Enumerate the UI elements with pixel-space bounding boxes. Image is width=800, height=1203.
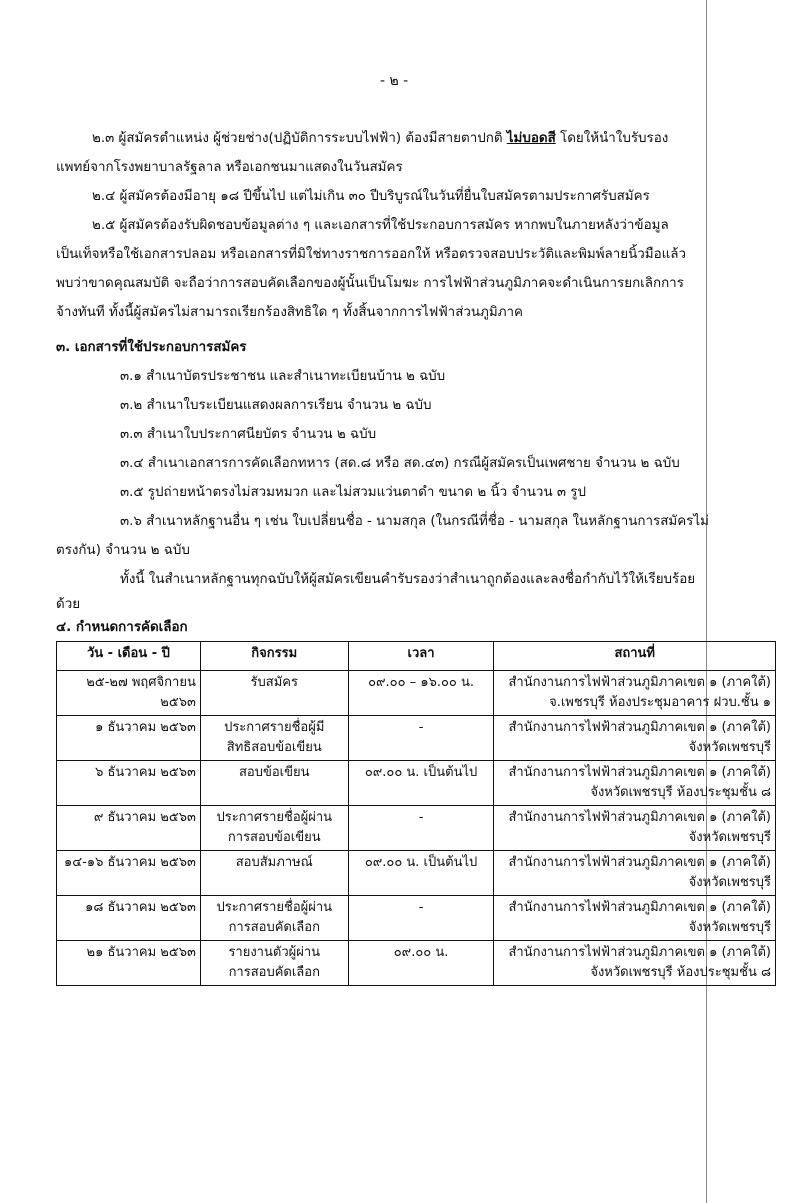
place-line: สำนักงานการไฟฟ้าส่วนภูมิภาคเขต ๑ (ภาคใต้) [508,720,771,735]
place-line: จ.เพชรบุรี ห้องประชุมอาคาร ฝวบ.ชั้น ๑ [549,695,771,710]
cell-place [494,941,776,986]
table-row [57,761,776,806]
page-number: - ๒ - [380,73,409,89]
table-row [57,896,776,941]
paragraph-2-5-line3: พบว่าขาดคุณสมบัติ จะถือว่าการสอบคัดเลือกของผู้นั้นเป็นโมฆะ การไฟฟ้าส่วนภูมิภาคจะดำเนินการยกเลิกการ [56,276,684,291]
section-3-item-4: ๓.๔ สำเนาเอกสารการคัดเลือกทหาร (สด.๘ หรือ สด.๔๓) กรณีผู้สมัครเป็นเพศชาย จำนวน ๒ ฉบับ [120,456,680,471]
section-3-item-3: ๓.๓ สำเนาใบประกาศนียบัตร จำนวน ๒ ฉบับ [120,427,377,442]
paragraph-2-5-line4: จ้างทันที ทั้งนี้ผู้สมัครไม่สามารถเรียกร้องสิทธิใด ๆ ทั้งสิ้นจากการไฟฟ้าส่วนภูมิภาค [56,305,523,320]
cell-activity [200,941,348,986]
cell-date: ๒๑ ธันวาคม ๒๕๖๓ [57,941,201,986]
paragraph-2-3-suffix: โดยให้นำใบรับรอง [555,131,669,146]
activity-line: การสอบข้อเขียน [227,830,321,845]
place-line: จังหวัดเพชรบุรี [688,875,771,890]
place-line: สำนักงานการไฟฟ้าส่วนภูมิภาคเขต ๑ (ภาคใต้) [508,900,771,915]
table-header-row [57,642,776,671]
section-3-item-6-line1: ๓.๖ สำเนาหลักฐานอื่น ๆ เช่น ใบเปลี่ยนชื่อ - นามสกุล (ในกรณีที่ชื่อ - นามสกุล ในหลักฐานการสมัครไม่ [120,514,709,529]
place-line: จังหวัดเพชรบุรี [688,830,771,845]
activity-line: รับสมัคร [250,675,298,690]
cell-time: - [348,806,494,851]
cell-time: ๐๙.๐๐ น. เป็นต้นไป [348,851,494,896]
scan-fold-line [706,0,707,1203]
cell-place [494,806,776,851]
table-row [57,851,776,896]
place-line: สำนักงานการไฟฟ้าส่วนภูมิภาคเขต ๑ (ภาคใต้) [508,765,771,780]
place-line: จังหวัดเพชรบุรี ห้องประชุมชั้น ๘ [590,965,771,980]
table-row [57,941,776,986]
cell-activity [200,716,348,761]
cell-place [494,716,776,761]
place-line: สำนักงานการไฟฟ้าส่วนภูมิภาคเขต ๑ (ภาคใต้) [508,810,771,825]
activity-line: การสอบคัดเลือก [228,965,320,980]
section-4-heading: ๔. กำหนดการคัดเลือก [56,620,188,635]
activity-line: สิทธิสอบข้อเขียน [226,740,322,755]
paragraph-2-5-line1: ๒.๕ ผู้สมัครต้องรับผิดชอบข้อมูลต่าง ๆ และเอกสารที่ใช้ประกอบการสมัคร หากพบในภายหลังว่าข้อมูล [92,218,669,233]
cell-activity [200,806,348,851]
section-3-note-line1: ทั้งนี้ ในสำเนาหลักฐานทุกฉบับให้ผู้สมัครเขียนคำรับรองว่าสำเนาถูกต้องและลงชื่อกำกับไว้ให้เรียบร้อย [120,572,696,587]
cell-place [494,761,776,806]
paragraph-2-3-line2: แพทย์จากโรงพยาบาลรัฐลาล หรือเอกชนมาแสดงในวันสมัคร [56,160,403,175]
cell-activity [200,896,348,941]
cell-activity [200,761,348,806]
cell-activity [200,851,348,896]
header-place: สถานที่ [494,642,776,671]
activity-line: สอบข้อเขียน [238,765,310,780]
activity-line: รายงานตัวผู้ผ่าน [228,945,321,960]
activity-line: ประกาศรายชื่อผู้ผ่าน [216,810,333,825]
place-line: จังหวัดเพชรบุรี [688,740,771,755]
cell-time: ๐๙.๐๐ น. เป็นต้นไป [348,761,494,806]
header-time: เวลา [348,642,494,671]
cell-place [494,671,776,716]
paragraph-2-3-line1 [92,127,668,151]
section-3-note-line2: ด้วย [56,597,81,612]
header-activity: กิจกรรม [200,642,348,671]
activity-line: ประกาศรายชื่อผู้มี [224,720,325,735]
paragraph-2-5-line2: เป็นเท็จหรือใช้เอกสารปลอม หรือเอกสารที่มิใช่ทางราชการออกให้ หรือตรวจสอบประวัติและพิมพ์ลายนิ้วมือแล้ว [56,247,686,262]
cell-place [494,851,776,896]
activity-line: ประกาศรายชื่อผู้ผ่าน [216,900,333,915]
place-line: สำนักงานการไฟฟ้าส่วนภูมิภาคเขต ๑ (ภาคใต้) [508,675,771,690]
section-3-heading: ๓. เอกสารที่ใช้ประกอบการสมัคร [56,340,247,355]
section-3-item-6-line2: ตรงกัน) จำนวน ๒ ฉบับ [56,543,190,558]
table-row [57,716,776,761]
cell-date: ๒๕-๒๗ พฤศจิกายน ๒๕๖๓ [57,671,201,716]
place-line: สำนักงานการไฟฟ้าส่วนภูมิภาคเขต ๑ (ภาคใต้) [508,855,771,870]
schedule-table [56,641,776,986]
paragraph-2-3-prefix: ๒.๓ ผู้สมัครตำแหน่ง ผู้ช่วยช่าง(ปฏิบัติการระบบไฟฟ้า) ต้องมีสายตาปกติ [92,131,507,146]
cell-time: ๐๙.๐๐ น. [348,941,494,986]
cell-place [494,896,776,941]
place-line: จังหวัดเพชรบุรี [688,920,771,935]
paragraph-2-4: ๒.๔ ผู้สมัครต้องมีอายุ ๑๘ ปีขึ้นไป แต่ไม่เกิน ๓๐ ปีบริบูรณ์ในวันที่ยื่นใบสมัครตามประกาศรับสมัคร [92,189,650,204]
section-3-item-5: ๓.๕ รูปถ่ายหน้าตรงไม่สวมหมวก และไม่สวมแว่นตาดำ ขนาด ๒ นิ้ว จำนวน ๓ รูป [120,485,586,500]
section-3-item-2: ๓.๒ สำเนาใบระเบียนแสดงผลการเรียน จำนวน ๒ ฉบับ [120,398,432,413]
activity-line: สอบสัมภาษณ์ [235,855,313,870]
paragraph-2-3-emphasis: ไม่บอดสี [506,131,556,146]
cell-time: - [348,896,494,941]
cell-time: - [348,716,494,761]
cell-date: ๙ ธันวาคม ๒๕๖๓ [57,806,201,851]
place-line: สำนักงานการไฟฟ้าส่วนภูมิภาคเขต ๑ (ภาคใต้) [508,945,771,960]
cell-date: ๑๘ ธันวาคม ๒๕๖๓ [57,896,201,941]
table-row [57,806,776,851]
table-row [57,671,776,716]
cell-activity [200,671,348,716]
cell-date: ๑๔-๑๖ ธันวาคม ๒๕๖๓ [57,851,201,896]
cell-time: ๐๙.๐๐ – ๑๖.๐๐ น. [348,671,494,716]
cell-date: ๖ ธันวาคม ๒๕๖๓ [57,761,201,806]
activity-line: การสอบคัดเลือก [228,920,320,935]
section-3-item-1: ๓.๑ สำเนาบัตรประชาชน และสำเนาทะเบียนบ้าน ๒ ฉบับ [120,369,446,384]
cell-date: ๑ ธันวาคม ๒๕๖๓ [57,716,201,761]
place-line: จังหวัดเพชรบุรี ห้องประชุมชั้น ๘ [590,785,771,800]
header-date: วัน - เดือน - ปี [57,642,201,671]
